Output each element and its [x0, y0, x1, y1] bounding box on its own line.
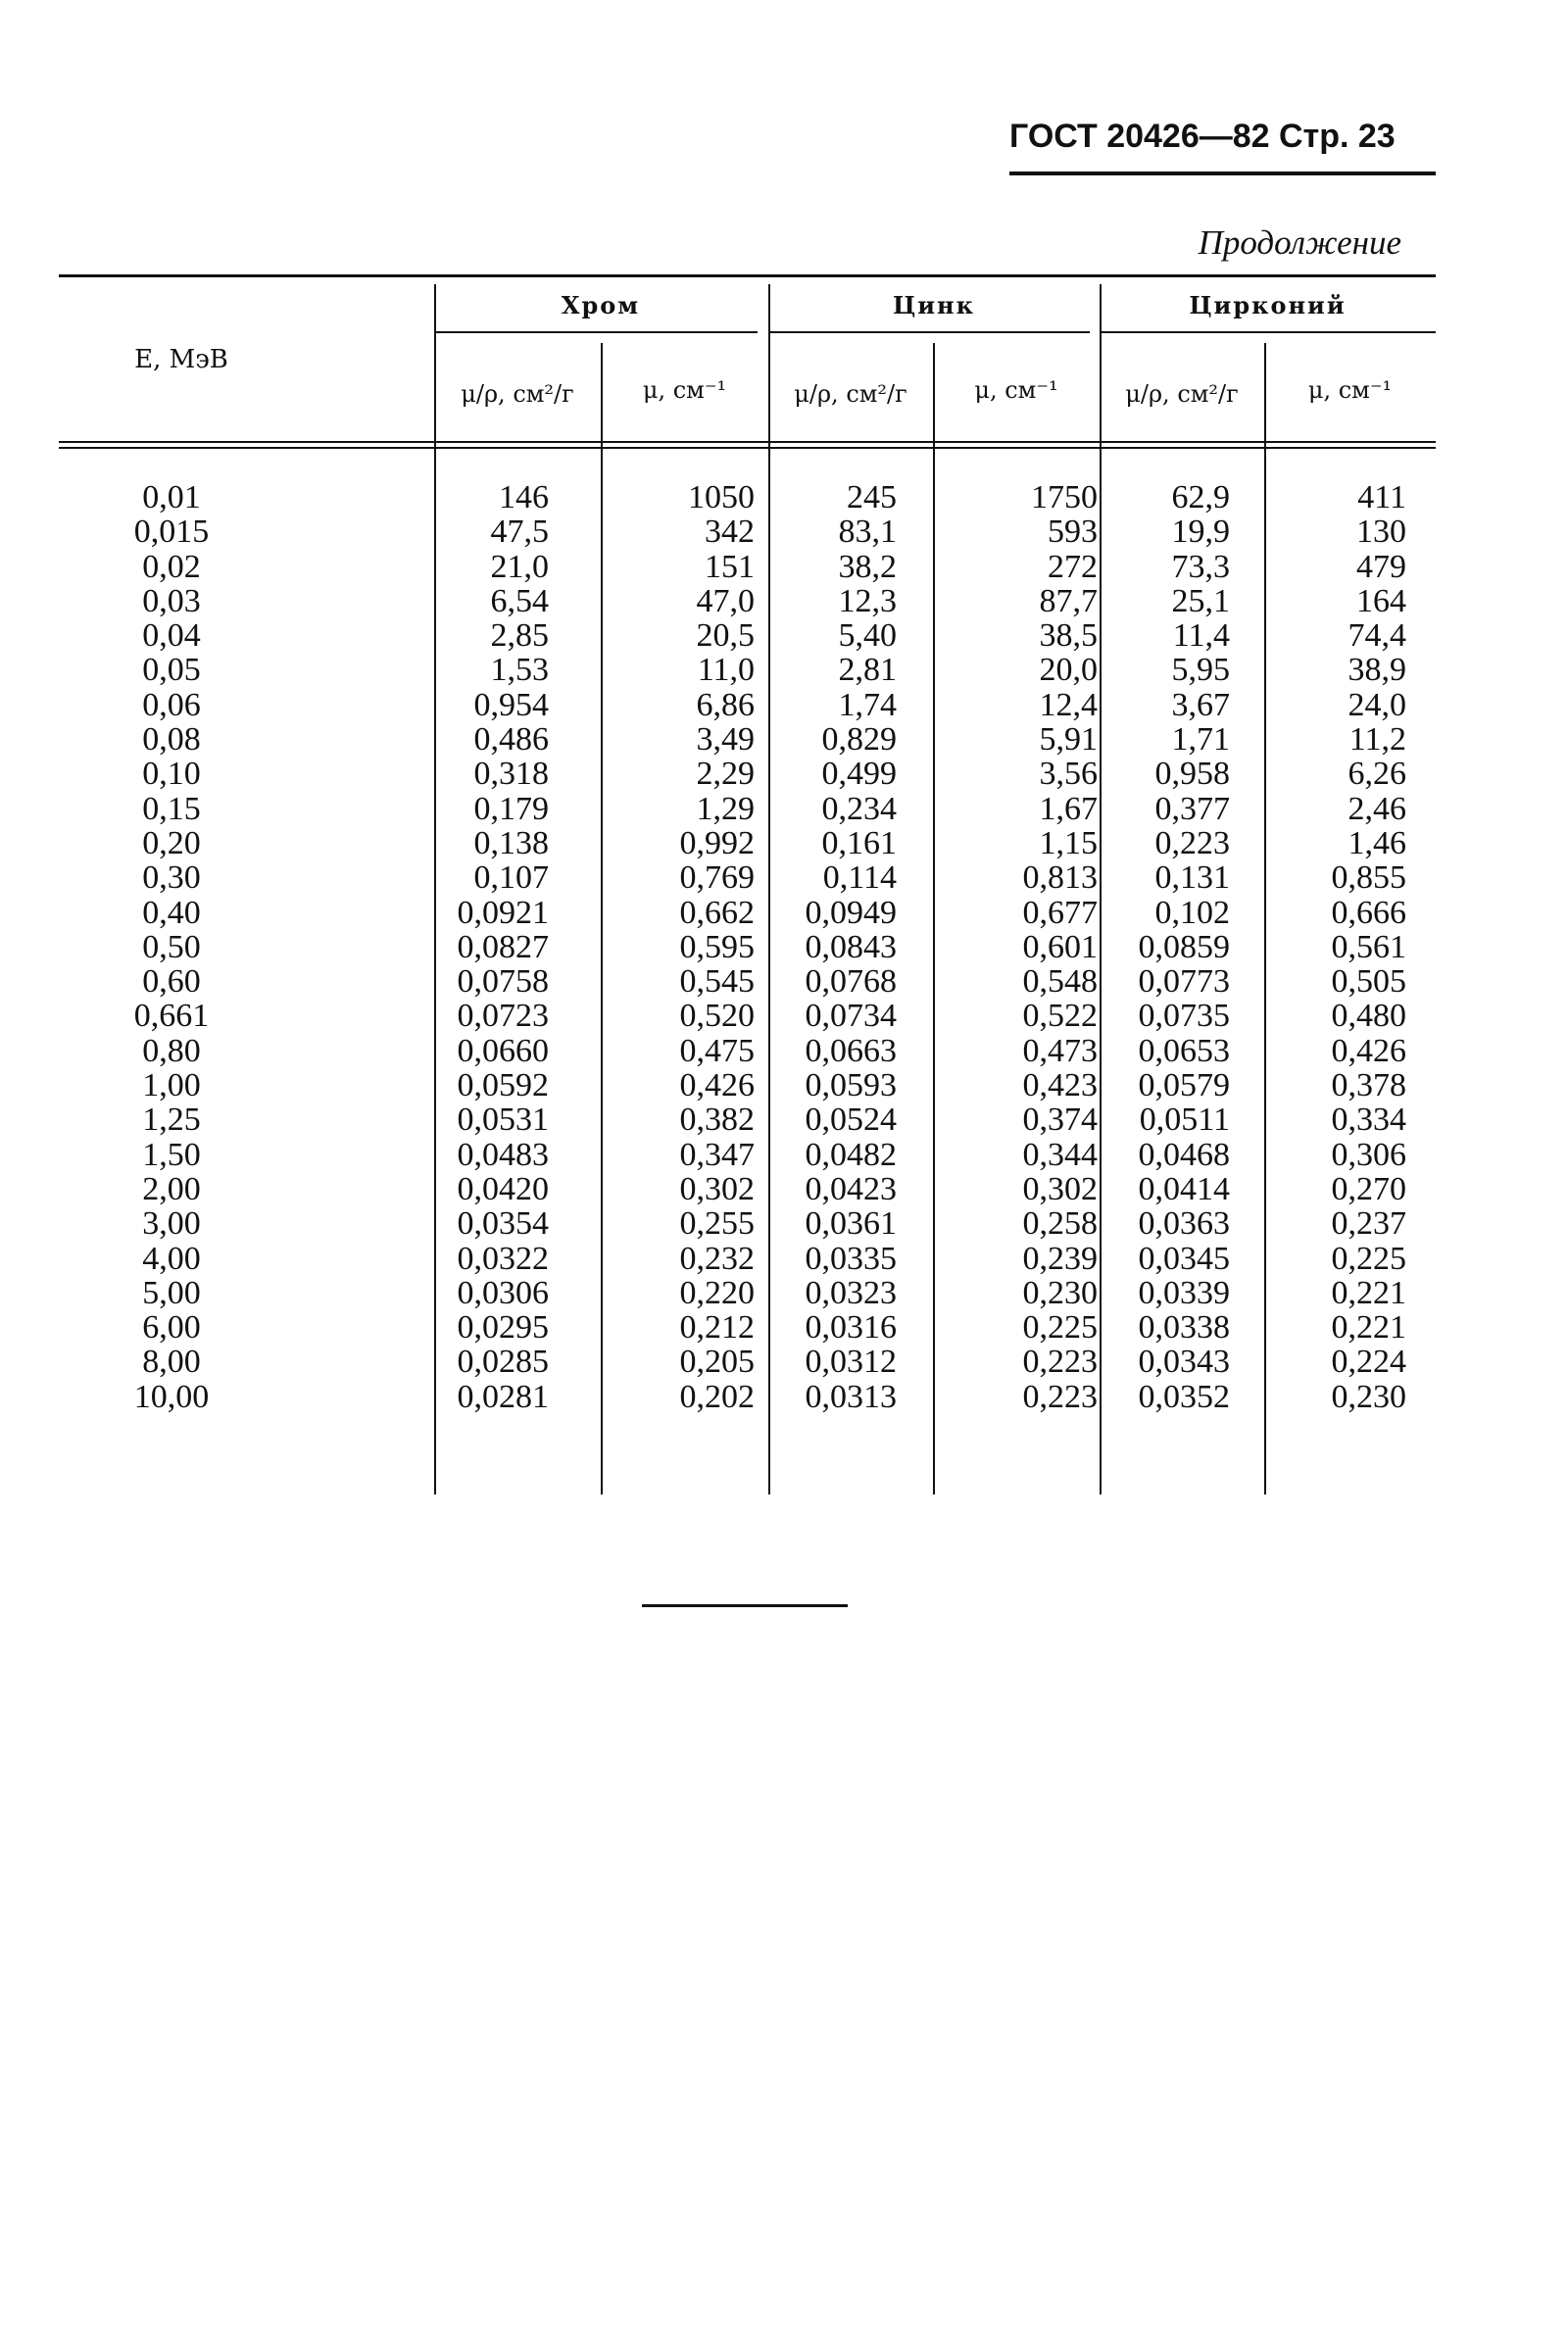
energy-cell: 0,661 — [133, 998, 210, 1035]
group-zirconium: Цирконий — [1189, 291, 1347, 319]
energy-cell: 8,00 — [142, 1344, 201, 1381]
zirconium-mass-cell: 0,0653 — [1138, 1032, 1230, 1069]
chromium-linear-cell: 342 — [705, 514, 755, 551]
chromium-linear-cell: 0,520 — [679, 998, 755, 1035]
table-row — [59, 1172, 1436, 1206]
zinc-linear-cell: 1,67 — [1039, 790, 1098, 827]
energy-cell: 2,00 — [142, 1170, 201, 1207]
chromium-mass-cell: 0,0592 — [457, 1067, 549, 1104]
continuation-label: Продолжение — [1198, 223, 1401, 262]
chromium-linear-cell: 47,0 — [696, 582, 755, 619]
chromium-mass-cell: 47,5 — [490, 514, 549, 551]
zirconium-linear-cell: 130 — [1356, 514, 1406, 551]
group-zinc: Цинк — [893, 291, 975, 319]
zinc-mass-cell: 0,0768 — [805, 963, 897, 1001]
chromium-linear-cell: 0,662 — [679, 894, 755, 931]
chromium-linear-cell: 0,382 — [679, 1102, 755, 1139]
energy-cell: 3,00 — [142, 1205, 201, 1243]
chromium-linear-cell: 0,769 — [679, 859, 755, 897]
chromium-linear-cell: 0,992 — [679, 824, 755, 861]
zirconium-linear-cell: 0,480 — [1331, 998, 1406, 1035]
table-row — [59, 722, 1436, 757]
group-underline — [768, 331, 1090, 333]
chromium-mass-cell: 0,0660 — [457, 1032, 549, 1069]
energy-cell: 1,50 — [142, 1136, 201, 1173]
zirconium-linear-cell: 0,225 — [1331, 1240, 1406, 1277]
chromium-linear-cell: 1,29 — [696, 790, 755, 827]
zinc-linear-cell: 0,239 — [1022, 1240, 1098, 1277]
chromium-linear-cell: 0,475 — [679, 1032, 755, 1069]
header-bottom-rule — [59, 447, 1436, 449]
zirconium-linear-cell: 0,561 — [1331, 928, 1406, 965]
table-row — [59, 964, 1436, 999]
zirconium-mass-cell: 5,95 — [1171, 652, 1230, 689]
zirconium-linear-cell: 2,46 — [1348, 790, 1406, 827]
zinc-mass-cell: 245 — [847, 479, 897, 515]
table-row — [59, 1206, 1436, 1241]
group-underline — [1100, 331, 1436, 333]
table-row — [59, 584, 1436, 618]
energy-cell: 0,015 — [133, 514, 210, 551]
chromium-mass-cell: 0,138 — [473, 824, 549, 861]
zinc-linear-cell: 0,423 — [1022, 1067, 1098, 1104]
table-top-rule — [59, 274, 1436, 277]
table-row — [59, 999, 1436, 1033]
energy-cell: 5,00 — [142, 1274, 201, 1311]
energy-cell: 0,01 — [142, 479, 201, 515]
zinc-linear-cell: 20,0 — [1039, 652, 1098, 689]
zirconium-linear-cell: 0,270 — [1331, 1170, 1406, 1207]
energy-cell: 0,40 — [142, 894, 201, 931]
energy-cell: 0,03 — [142, 582, 201, 619]
zirconium-mass-cell: 0,0511 — [1139, 1102, 1230, 1139]
chromium-linear-cell: 0,255 — [679, 1205, 755, 1243]
zirconium-mass-cell: 73,3 — [1171, 548, 1230, 585]
chromium-linear-cell: 0,205 — [679, 1344, 755, 1381]
zirconium-mass-cell: 19,9 — [1171, 514, 1230, 551]
zirconium-linear-cell: 0,855 — [1331, 859, 1406, 897]
zinc-mass-cell: 38,2 — [838, 548, 897, 585]
table-row — [59, 792, 1436, 826]
zinc-linear-coef-header: μ, см⁻¹ — [974, 376, 1058, 404]
energy-cell: 4,00 — [142, 1240, 201, 1277]
zirconium-linear-cell: 0,334 — [1331, 1102, 1406, 1139]
energy-cell: 1,00 — [142, 1067, 201, 1104]
table-row — [59, 930, 1436, 964]
zinc-mass-cell: 0,0335 — [805, 1240, 897, 1277]
chromium-mass-cell: 6,54 — [490, 582, 549, 619]
table-row — [59, 1138, 1436, 1172]
zirconium-mass-cell: 0,377 — [1154, 790, 1230, 827]
zinc-linear-cell: 1,15 — [1039, 824, 1098, 861]
chromium-mass-cell: 0,0723 — [457, 998, 549, 1035]
zinc-linear-cell: 0,225 — [1022, 1309, 1098, 1347]
zirconium-mass-cell: 0,0468 — [1138, 1136, 1230, 1173]
chromium-mass-cell: 0,0531 — [457, 1102, 549, 1139]
zinc-linear-cell: 1750 — [1031, 479, 1098, 515]
energy-cell: 0,20 — [142, 824, 201, 861]
chromium-mass-cell: 0,0758 — [457, 963, 549, 1001]
zinc-mass-cell: 0,0734 — [805, 998, 897, 1035]
zirconium-mass-cell: 0,0859 — [1138, 928, 1230, 965]
energy-cell: 1,25 — [142, 1102, 201, 1139]
zinc-linear-cell: 0,258 — [1022, 1205, 1098, 1243]
chromium-mass-coef-header: μ/ρ, см²/г — [461, 380, 574, 408]
energy-cell: 0,02 — [142, 548, 201, 585]
table-row — [59, 1310, 1436, 1345]
group-underline — [434, 331, 758, 333]
zirconium-linear-cell: 0,221 — [1331, 1309, 1406, 1347]
table-row — [59, 1068, 1436, 1102]
chromium-linear-cell: 0,232 — [679, 1240, 755, 1277]
zinc-linear-cell: 38,5 — [1039, 617, 1098, 655]
zirconium-mass-cell: 0,0338 — [1138, 1309, 1230, 1347]
zirconium-linear-cell: 0,237 — [1331, 1205, 1406, 1243]
zinc-linear-cell: 0,230 — [1022, 1274, 1098, 1311]
zinc-linear-cell: 0,223 — [1022, 1378, 1098, 1415]
chromium-linear-cell: 0,595 — [679, 928, 755, 965]
zinc-linear-cell: 0,473 — [1022, 1032, 1098, 1069]
chromium-mass-cell: 0,0295 — [457, 1309, 549, 1347]
zinc-mass-cell: 0,0323 — [805, 1274, 897, 1311]
zirconium-linear-cell: 0,221 — [1331, 1274, 1406, 1311]
zinc-mass-cell: 0,0843 — [805, 928, 897, 965]
table-row — [59, 480, 1436, 514]
zinc-mass-cell: 0,829 — [821, 721, 897, 759]
chromium-mass-cell: 0,107 — [473, 859, 549, 897]
table-row — [59, 1345, 1436, 1379]
zinc-mass-cell: 0,0312 — [805, 1344, 897, 1381]
zirconium-linear-cell: 24,0 — [1348, 686, 1406, 723]
energy-cell: 0,06 — [142, 686, 201, 723]
zirconium-mass-cell: 0,0339 — [1138, 1274, 1230, 1311]
zinc-mass-cell: 0,161 — [821, 824, 897, 861]
zinc-mass-cell: 2,81 — [838, 652, 897, 689]
zirconium-linear-cell: 1,46 — [1348, 824, 1406, 861]
zinc-mass-cell: 0,0423 — [805, 1170, 897, 1207]
chromium-mass-cell: 0,0322 — [457, 1240, 549, 1277]
zirconium-mass-cell: 1,71 — [1171, 721, 1230, 759]
chromium-linear-cell: 151 — [705, 548, 755, 585]
zinc-linear-cell: 593 — [1048, 514, 1098, 551]
zirconium-mass-cell: 0,0343 — [1138, 1344, 1230, 1381]
energy-cell: 0,50 — [142, 928, 201, 965]
chromium-linear-cell: 20,5 — [696, 617, 755, 655]
table-row — [59, 1276, 1436, 1310]
energy-cell: 0,10 — [142, 756, 201, 793]
zinc-linear-cell: 0,223 — [1022, 1344, 1098, 1381]
chromium-mass-cell: 0,0306 — [457, 1274, 549, 1311]
zirconium-linear-cell: 6,26 — [1348, 756, 1406, 793]
zinc-mass-cell: 0,0313 — [805, 1378, 897, 1415]
table-row — [59, 1242, 1436, 1276]
zirconium-linear-cell: 0,230 — [1331, 1378, 1406, 1415]
chromium-linear-coef-header: μ, см⁻¹ — [642, 376, 727, 404]
chromium-linear-cell: 0,347 — [679, 1136, 755, 1173]
chromium-linear-cell: 0,212 — [679, 1309, 755, 1347]
zinc-linear-cell: 0,601 — [1022, 928, 1098, 965]
end-rule — [642, 1604, 848, 1607]
zirconium-mass-cell: 0,102 — [1154, 894, 1230, 931]
chromium-mass-cell: 0,0483 — [457, 1136, 549, 1173]
energy-cell: 0,15 — [142, 790, 201, 827]
chromium-mass-cell: 0,0921 — [457, 894, 549, 931]
chromium-mass-cell: 0,954 — [473, 686, 549, 723]
zirconium-mass-cell: 0,0579 — [1138, 1067, 1230, 1104]
energy-cell: 6,00 — [142, 1309, 201, 1347]
chromium-mass-cell: 0,179 — [473, 790, 549, 827]
energy-cell: 0,60 — [142, 963, 201, 1001]
table-row — [59, 896, 1436, 930]
energy-cell: 0,30 — [142, 859, 201, 897]
energy-cell: 0,08 — [142, 721, 201, 759]
zinc-linear-cell: 0,548 — [1022, 963, 1098, 1001]
chromium-linear-cell: 0,220 — [679, 1274, 755, 1311]
zinc-mass-cell: 0,0949 — [805, 894, 897, 931]
zinc-mass-coef-header: μ/ρ, см²/г — [794, 380, 907, 408]
zinc-mass-cell: 0,0524 — [805, 1102, 897, 1139]
chromium-mass-cell: 146 — [499, 479, 549, 515]
energy-cell: 0,80 — [142, 1032, 201, 1069]
zinc-mass-cell: 5,40 — [838, 617, 897, 655]
zirconium-linear-cell: 0,666 — [1331, 894, 1406, 931]
zinc-linear-cell: 0,344 — [1022, 1136, 1098, 1173]
zinc-linear-cell: 272 — [1048, 548, 1098, 585]
zirconium-linear-cell: 11,2 — [1348, 721, 1406, 759]
table-row — [59, 757, 1436, 791]
zinc-mass-cell: 12,3 — [838, 582, 897, 619]
zirconium-mass-cell: 0,223 — [1154, 824, 1230, 861]
zinc-mass-cell: 0,0361 — [805, 1205, 897, 1243]
zinc-mass-cell: 83,1 — [838, 514, 897, 551]
zirconium-mass-cell: 0,131 — [1154, 859, 1230, 897]
chromium-mass-cell: 0,0281 — [457, 1378, 549, 1415]
zirconium-mass-cell: 0,0735 — [1138, 998, 1230, 1035]
zinc-mass-cell: 0,0316 — [805, 1309, 897, 1347]
table-row — [59, 1034, 1436, 1068]
energy-cell: 0,04 — [142, 617, 201, 655]
chromium-linear-cell: 0,545 — [679, 963, 755, 1001]
zirconium-mass-cell: 0,0773 — [1138, 963, 1230, 1001]
zirconium-linear-cell: 0,306 — [1331, 1136, 1406, 1173]
zirconium-mass-cell: 0,958 — [1154, 756, 1230, 793]
header-bottom-rule — [59, 441, 1436, 443]
zirconium-linear-cell: 164 — [1356, 582, 1406, 619]
zinc-linear-cell: 0,302 — [1022, 1170, 1098, 1207]
zinc-linear-cell: 0,677 — [1022, 894, 1098, 931]
zinc-linear-cell: 87,7 — [1039, 582, 1098, 619]
zirconium-mass-cell: 62,9 — [1171, 479, 1230, 515]
table-row — [59, 618, 1436, 653]
zirconium-mass-cell: 3,67 — [1171, 686, 1230, 723]
zirconium-linear-cell: 0,224 — [1331, 1344, 1406, 1381]
chromium-mass-cell: 0,0827 — [457, 928, 549, 965]
zirconium-mass-cell: 0,0414 — [1138, 1170, 1230, 1207]
table-row — [59, 688, 1436, 722]
zirconium-linear-cell: 0,378 — [1331, 1067, 1406, 1104]
zinc-linear-cell: 0,374 — [1022, 1102, 1098, 1139]
zirconium-linear-cell: 74,4 — [1348, 617, 1406, 655]
zinc-linear-cell: 5,91 — [1039, 721, 1098, 759]
group-chromium: Хром — [561, 291, 641, 319]
chromium-linear-cell: 1050 — [688, 479, 755, 515]
zirconium-mass-cell: 0,0352 — [1138, 1378, 1230, 1415]
zinc-mass-cell: 0,0593 — [805, 1067, 897, 1104]
zirconium-mass-coef-header: μ/ρ, см²/г — [1125, 380, 1239, 408]
chromium-mass-cell: 0,0285 — [457, 1344, 549, 1381]
zinc-mass-cell: 0,0482 — [805, 1136, 897, 1173]
table-row — [59, 826, 1436, 860]
zirconium-mass-cell: 0,0345 — [1138, 1240, 1230, 1277]
zirconium-mass-cell: 25,1 — [1171, 582, 1230, 619]
zirconium-linear-cell: 0,505 — [1331, 963, 1406, 1001]
chromium-mass-cell: 0,0354 — [457, 1205, 549, 1243]
chromium-linear-cell: 3,49 — [696, 721, 755, 759]
zinc-linear-cell: 0,813 — [1022, 859, 1098, 897]
table-row — [59, 860, 1436, 895]
chromium-linear-cell: 2,29 — [696, 756, 755, 793]
chromium-mass-cell: 0,486 — [473, 721, 549, 759]
table-row — [59, 514, 1436, 549]
page-header: ГОСТ 20426—82 Стр. 23 — [1009, 118, 1396, 155]
zinc-linear-cell: 3,56 — [1039, 756, 1098, 793]
zinc-mass-cell: 0,234 — [821, 790, 897, 827]
table-row — [59, 550, 1436, 584]
chromium-mass-cell: 21,0 — [490, 548, 549, 585]
energy-cell: 10,00 — [133, 1378, 210, 1415]
chromium-linear-cell: 6,86 — [696, 686, 755, 723]
chromium-linear-cell: 11,0 — [697, 652, 755, 689]
chromium-linear-cell: 0,302 — [679, 1170, 755, 1207]
chromium-mass-cell: 2,85 — [490, 617, 549, 655]
zirconium-linear-cell: 38,9 — [1348, 652, 1406, 689]
table-row — [59, 1380, 1436, 1414]
table-row — [59, 653, 1436, 687]
zinc-mass-cell: 0,114 — [822, 859, 897, 897]
chromium-linear-cell: 0,202 — [679, 1378, 755, 1415]
zinc-linear-cell: 0,522 — [1022, 998, 1098, 1035]
zirconium-linear-coef-header: μ, см⁻¹ — [1307, 376, 1393, 404]
chromium-linear-cell: 0,426 — [679, 1067, 755, 1104]
chromium-mass-cell: 0,0420 — [457, 1170, 549, 1207]
zirconium-linear-cell: 411 — [1357, 479, 1406, 515]
chromium-mass-cell: 0,318 — [473, 756, 549, 793]
zinc-linear-cell: 12,4 — [1039, 686, 1098, 723]
zirconium-linear-cell: 0,426 — [1331, 1032, 1406, 1069]
zinc-mass-cell: 1,74 — [838, 686, 897, 723]
zirconium-linear-cell: 479 — [1356, 548, 1406, 585]
table-row — [59, 1102, 1436, 1137]
zirconium-mass-cell: 0,0363 — [1138, 1205, 1230, 1243]
zinc-mass-cell: 0,499 — [821, 756, 897, 793]
energy-cell: 0,05 — [142, 652, 201, 689]
chromium-mass-cell: 1,53 — [490, 652, 549, 689]
energy-header: E, МэВ — [134, 345, 228, 374]
header-rule — [1009, 171, 1436, 175]
zinc-mass-cell: 0,0663 — [805, 1032, 897, 1069]
zirconium-mass-cell: 11,4 — [1172, 617, 1230, 655]
table-body — [59, 480, 1436, 1414]
